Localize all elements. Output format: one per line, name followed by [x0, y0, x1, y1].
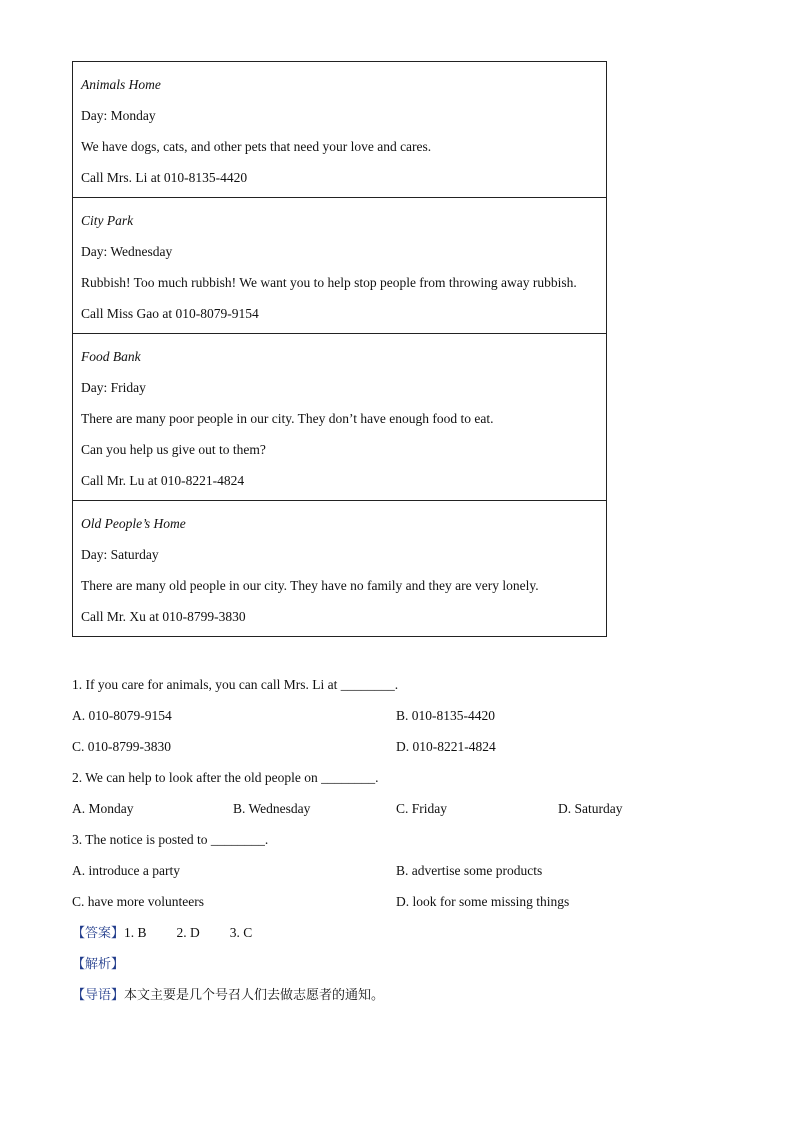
analysis-tag: 【解析】 [72, 957, 125, 972]
notice-line: Day: Saturday [81, 547, 159, 562]
notice-table [72, 61, 607, 637]
guide-line [72, 979, 712, 1010]
analysis-line [72, 948, 712, 979]
notice-title: Old People’s Home [81, 516, 186, 531]
guide-text: 本文主要是几个号召人们去做志愿者的通知。 [124, 988, 385, 1003]
option-row [72, 731, 712, 762]
notice-line: Call Miss Gao at 010-8079-9154 [81, 306, 259, 321]
option-row [72, 886, 712, 917]
notice-line: There are many poor people in our city. They don’t have enough food to eat. [81, 411, 494, 426]
notice-animals-home [73, 62, 606, 198]
notice-food-bank [73, 334, 606, 501]
notice-line: Call Mr. Xu at 010-8799-3830 [81, 609, 246, 624]
notice-title: Animals Home [81, 77, 161, 92]
notice-line: Day: Friday [81, 380, 146, 395]
answer-value: 1. B [124, 925, 147, 940]
answer-values [124, 925, 282, 940]
option: C. have more volunteers [72, 894, 204, 909]
question-stem: 1. If you care for animals, you can call Mrs. Li at ________. [72, 677, 399, 692]
option: A. 010-8079-9154 [72, 708, 172, 723]
option-row [72, 855, 712, 886]
option-row [72, 793, 712, 824]
answer-tag: 【答案】 [72, 926, 125, 941]
question-stem: 3. The notice is posted to ________. [72, 832, 269, 847]
option-row [72, 700, 712, 731]
notice-title: City Park [81, 213, 134, 228]
notice-city-park [73, 198, 606, 334]
guide-tag: 【导语】 [72, 988, 125, 1003]
notice-line: Can you help us give out to them? [81, 442, 266, 457]
option: A. introduce a party [72, 863, 180, 878]
notice-line: Day: Wednesday [81, 244, 173, 259]
notice-line: Rubbish! Too much rubbish! We want you to help stop people from throwing away rubbish. [81, 275, 577, 290]
answer-line [72, 917, 712, 948]
question-stem: 2. We can help to look after the old people on ________. [72, 770, 379, 785]
notice-line: There are many old people in our city. They have no family and they are very lonely. [81, 578, 539, 593]
notice-old-peoples-home [73, 501, 606, 636]
option: D. 010-8221-4824 [396, 739, 496, 754]
option: D. Saturday [558, 801, 623, 816]
answer-value: 2. D [176, 925, 200, 940]
option: B. advertise some products [396, 863, 543, 878]
option: C. Friday [396, 801, 448, 816]
option: B. Wednesday [233, 801, 311, 816]
answer-value: 3. C [229, 925, 253, 940]
notice-line: Day: Monday [81, 108, 156, 123]
option: A. Monday [72, 801, 134, 816]
option: B. 010-8135-4420 [396, 708, 495, 723]
option: D. look for some missing things [396, 894, 570, 909]
questions-section [72, 669, 712, 1010]
notice-line: We have dogs, cats, and other pets that need your love and cares. [81, 139, 432, 154]
notice-title: Food Bank [81, 349, 141, 364]
notice-line: Call Mr. Lu at 010-8221-4824 [81, 473, 245, 488]
notice-line: Call Mrs. Li at 010-8135-4420 [81, 170, 248, 185]
option: C. 010-8799-3830 [72, 739, 171, 754]
